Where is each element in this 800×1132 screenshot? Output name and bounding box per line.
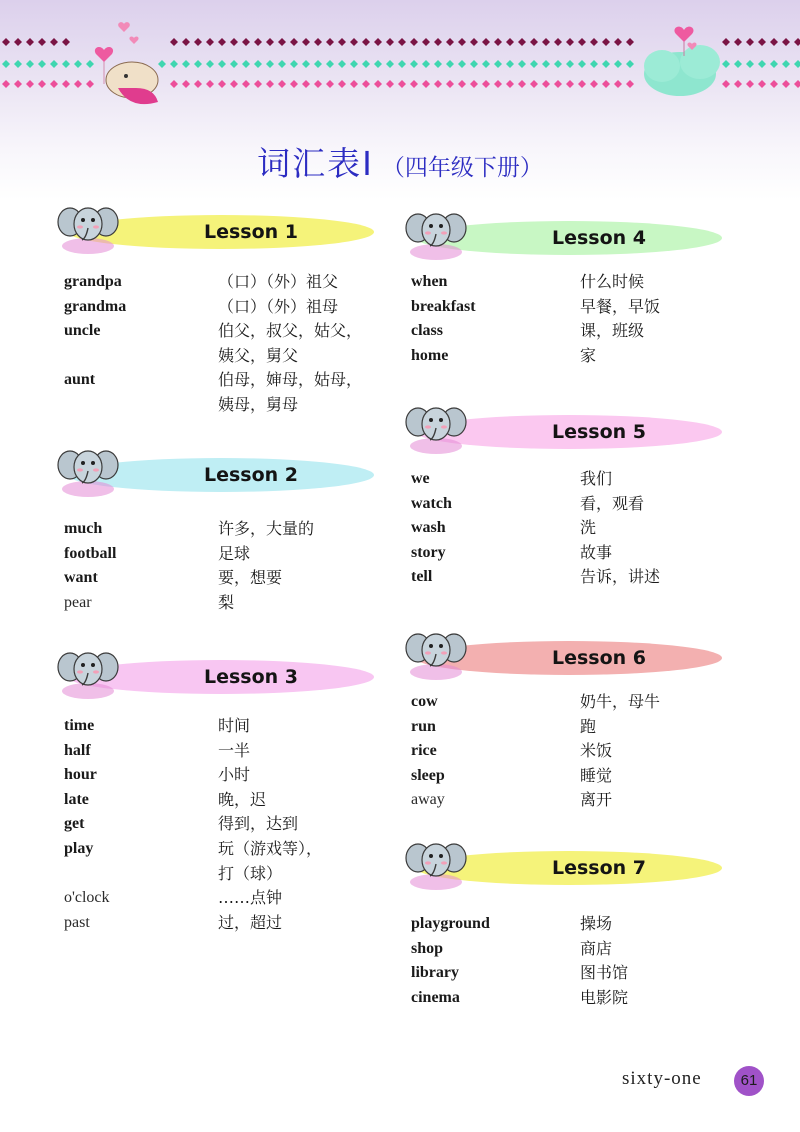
vocab-meaning: 许多，大量的: [218, 519, 315, 538]
elephant-icon: [404, 832, 468, 894]
vocab-meaning: ……点钟: [218, 888, 283, 908]
vocab-meaning-continued: 姨母，舅母: [218, 395, 299, 414]
vocab-meaning: 伯母，婶母，姑母，: [218, 370, 363, 390]
vocab-meaning: 故事: [580, 542, 613, 562]
lesson-title: Lesson 5: [551, 421, 647, 443]
vocab-word: library: [411, 964, 459, 982]
title-main: 词汇表Ⅰ: [257, 144, 374, 183]
vocab-word: hour: [64, 766, 97, 784]
vocab-word: past: [64, 913, 90, 931]
vocab-meaning: 洗: [580, 518, 597, 538]
lesson-title: Lesson 1: [203, 221, 299, 243]
vocab-word: tell: [411, 568, 433, 586]
vocab-word: watch: [411, 494, 452, 512]
vocab-meaning: 电影院: [580, 987, 629, 1007]
vocab-word: breakfast: [411, 297, 476, 315]
lesson-title: Lesson 2: [203, 464, 299, 486]
lesson-header: [408, 404, 726, 460]
lesson-header: [408, 210, 726, 266]
elephant-icon: [56, 196, 120, 258]
vocab-meaning: 时间: [218, 716, 251, 735]
lesson-header: [408, 630, 726, 686]
elephant-icon: [404, 622, 468, 684]
elephant-icon: [56, 439, 120, 501]
vocab-word: get: [64, 815, 85, 833]
vocab-meaning-continued: 打（球）: [218, 863, 283, 883]
cloud-icon: [644, 27, 720, 96]
vocab-meaning: 离开: [580, 790, 613, 810]
lesson-header: [60, 204, 378, 260]
vocab-meaning: 梨: [218, 592, 235, 612]
vocab-meaning: 跑: [580, 716, 597, 736]
vocab-meaning: （口）（外）祖母: [218, 296, 339, 316]
vocab-meaning: 商店: [580, 938, 613, 958]
vocab-meaning: 晚，迟: [218, 789, 267, 809]
vocab-word: shop: [411, 939, 444, 957]
vocab-meaning: 一半: [218, 740, 251, 760]
vocab-word: half: [64, 741, 91, 759]
vocab-meaning: 足球: [218, 543, 251, 563]
lesson-header: [408, 840, 726, 896]
vocab-word: play: [64, 840, 94, 857]
vocab-meaning: 睡觉: [580, 765, 613, 785]
page-number-badge: 61: [734, 1066, 764, 1096]
vocab-word: class: [411, 322, 443, 340]
vocab-meaning: 玩（游戏等），: [218, 839, 323, 858]
vocab-word: much: [64, 520, 103, 537]
vocab-meaning: 得到，达到: [218, 814, 299, 834]
vocab-meaning: （口）（外）祖父: [218, 272, 339, 291]
vocab-meaning: 小时: [218, 765, 251, 785]
vocab-word: time: [64, 717, 95, 734]
vocab-word: away: [411, 791, 445, 809]
vocab-word: cow: [411, 693, 438, 710]
vocab-word: aunt: [64, 371, 96, 389]
vocab-word: rice: [411, 742, 437, 760]
vocab-word: we: [411, 470, 430, 487]
lesson-title: Lesson 3: [203, 666, 299, 688]
vocab-word: uncle: [64, 322, 101, 340]
vocab-meaning: 看，观看: [580, 493, 645, 513]
vocab-word: when: [411, 273, 448, 290]
vocab-meaning: 过，超过: [218, 912, 283, 932]
elephant-icon: [404, 396, 468, 458]
swing-elephant-icon: [95, 22, 158, 104]
lesson-title: Lesson 6: [551, 647, 647, 669]
vocab-meaning: 米饭: [580, 741, 613, 761]
lesson-title: Lesson 4: [551, 227, 647, 249]
vocab-meaning: 课，班级: [580, 321, 645, 341]
vocab-meaning: 操场: [580, 914, 613, 933]
vocab-word: cinema: [411, 988, 460, 1006]
page-title: [0, 138, 800, 185]
vocab-word: wash: [411, 519, 446, 537]
vocab-meaning: 要，想要: [218, 568, 283, 588]
vocab-word: late: [64, 790, 89, 808]
lesson-header: [60, 649, 378, 705]
vocab-meaning: 早餐，早饭: [580, 296, 661, 316]
vocab-meaning: 奶牛，母牛: [580, 692, 661, 711]
vocab-word: sleep: [411, 766, 445, 784]
vocab-meaning: 伯父，叔父，姑父，: [218, 321, 363, 341]
title-subtitle: （四年级下册）: [381, 155, 543, 181]
vocab-word: o'clock: [64, 889, 110, 907]
vocab-meaning: 我们: [580, 469, 613, 488]
lesson-header: [60, 447, 378, 503]
vocab-word: want: [64, 569, 98, 587]
page-number-words: sixty-one: [622, 1068, 702, 1089]
elephant-icon: [404, 202, 468, 264]
vocab-meaning: 图书馆: [580, 963, 629, 983]
vocab-word: pear: [64, 593, 92, 611]
vocab-meaning: 什么时候: [580, 272, 645, 291]
elephant-icon: [56, 641, 120, 703]
lesson-title: Lesson 7: [551, 857, 647, 879]
vocab-word: grandpa: [64, 273, 122, 290]
vocab-meaning-continued: 姨父，舅父: [218, 345, 299, 365]
vocab-meaning: 家: [580, 345, 597, 365]
vocab-meaning: 告诉，讲述: [580, 567, 661, 587]
vocab-word: story: [411, 543, 446, 561]
vocab-word: run: [411, 717, 436, 735]
vocab-word: home: [411, 346, 449, 364]
vocab-word: football: [64, 544, 117, 562]
vocab-word: grandma: [64, 297, 127, 315]
vocab-word: playground: [411, 915, 490, 932]
